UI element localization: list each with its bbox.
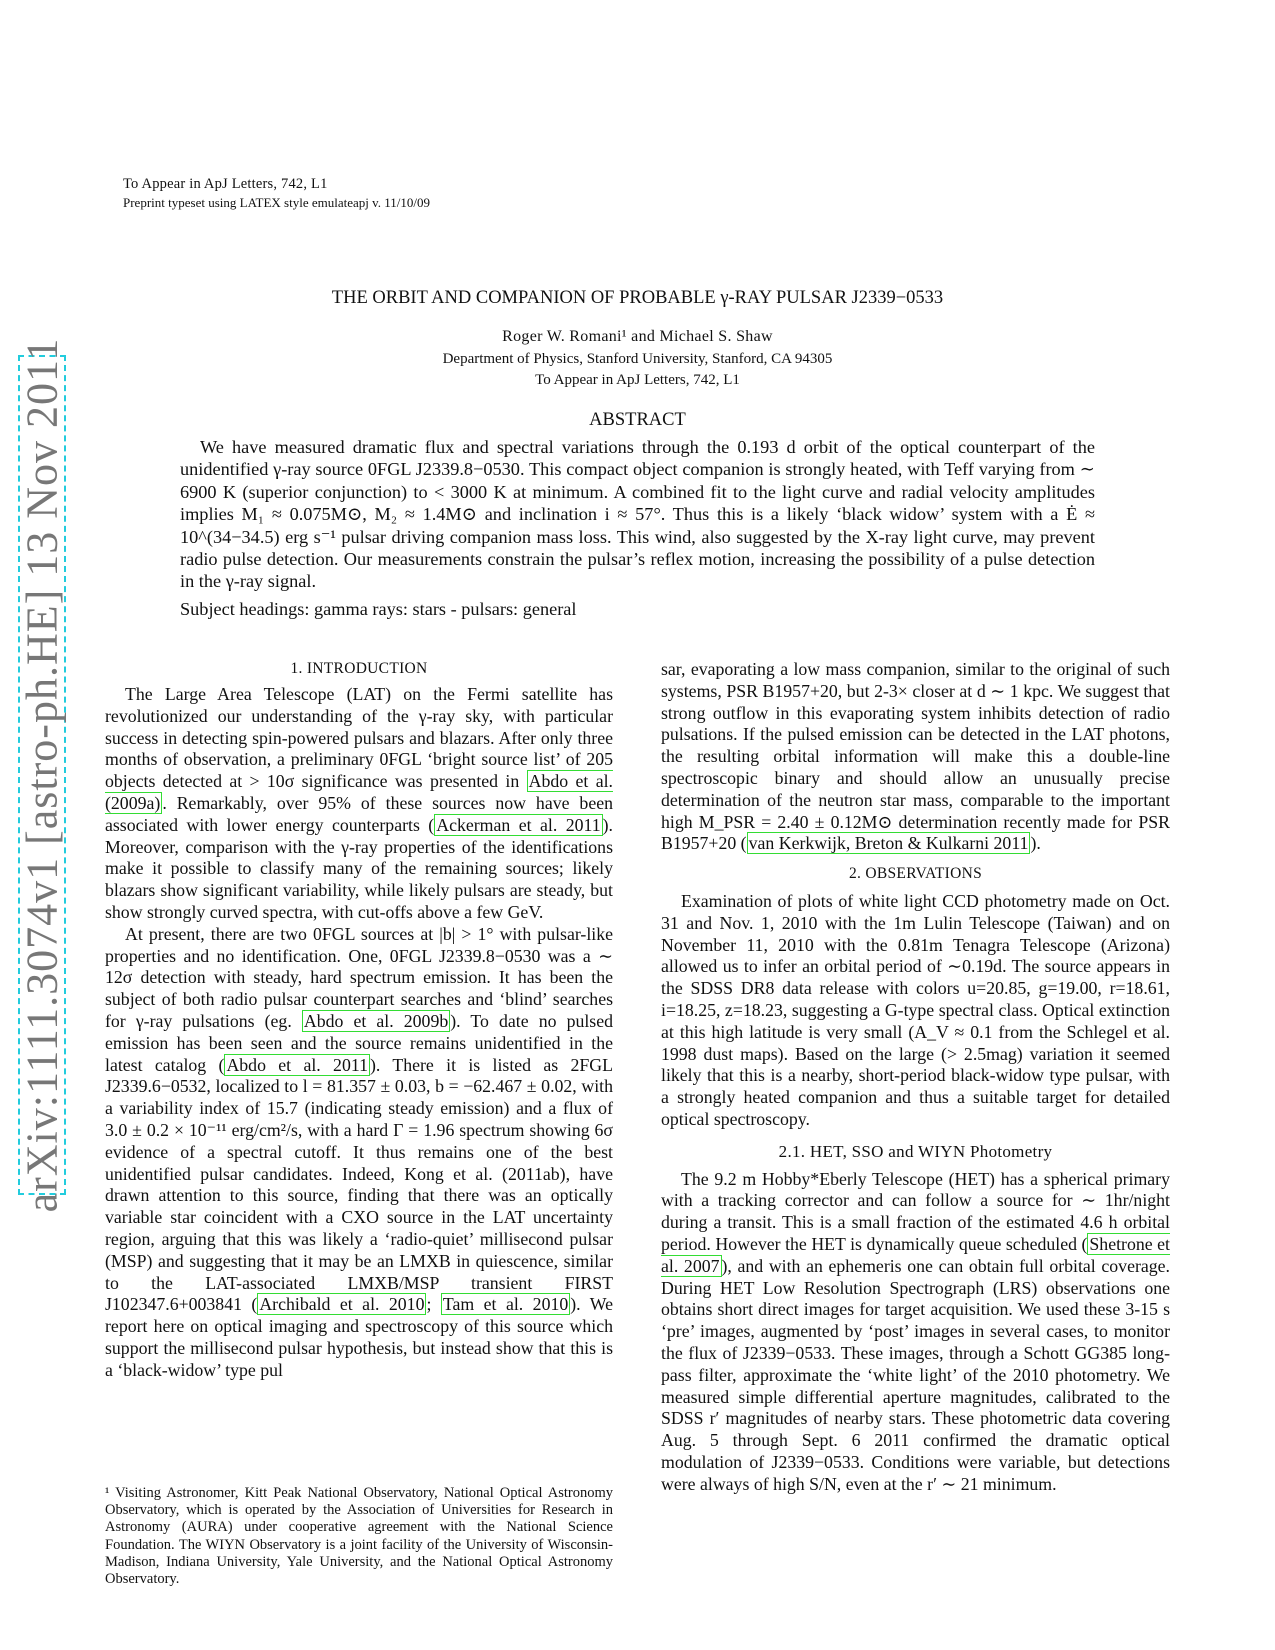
text-run: . Remarkably, over 95% of these sources now have been associated with lower energy counterparts (	[105, 792, 613, 835]
abstract-heading: ABSTRACT	[589, 410, 686, 430]
text-run: ). Moreover, comparison with the γ-ray properties of the identifications make it possible to classify many of the remaining sources; likely blazars show significant variability, while likely pulsars are steady, but show strongly curved spectra, with cut-offs above a few GeV.	[105, 814, 613, 922]
abstract-text: We have measured dramatic flux and spectral variations through the 0.193 d orbit of the optical counterpart of the unidentified γ-ray source 0FGL J2339.8−0530. This compact object companion is strongly heated, with Teff varying from ∼ 6900 K (superior conjunction) to < 3000 K at minimum. A combined fit to the light curve and radial velocity amplitudes implies M₁ ≈ 0.075M⊙, M₂ ≈ 1.4M⊙ and inclination i ≈ 57°. Thus this is a likely ‘black widow’ system with a Ė ≈ 10^(34−34.5) erg s⁻¹ pulsar driving companion mass loss. This wind, also suggested by the X-ray light curve, may prevent radio pulse detection. Our measurements constrain the pulsar’s reflex motion, increasing the possibility of a pulse detection in the γ-ray signal.	[180, 437, 1095, 592]
text-run: sar, evaporating a low mass companion, similar to the original of such systems, PSR B1957+20, but 2-3× closer at d ∼ 1 kpc. We suggest that strong outflow in this evaporating system inhibits detection of radio pulsations. If the pulsed emission can be detected in the LAT photons, the resulting orbital information will make this a double-line spectroscopic binary and should allow an unusually precise determination of the neutron star mass, comparable to the important high M_PSR = 2.40 ± 0.12M⊙ determination recently made for PSR B1957+20 (	[661, 659, 1170, 854]
footnote: ¹ Visiting Astronomer, Kitt Peak National Observatory, National Optical Astronomy Observatory, which is operated by the Association of Universities for Research in Astronomy (AURA) under cooperative agreement with the National Science Foundation. The WIYN Observatory is a joint facility of the University of Wisconsin-Madison, Indiana University, Yale University, and the National Optical Astronomy Observatory.	[105, 1485, 613, 1588]
arxiv-id-label: arXiv:1111.3074v1 [astro-ph.HE] 13 Nov 2011	[17, 337, 67, 1213]
subsection-heading-het: 2.1. HET, SSO and WIYN Photometry	[778, 1141, 1053, 1161]
text-run: ;	[426, 1294, 441, 1315]
text-run: At present, there are two 0FGL sources at |b| > 1° with pulsar-like properties and no identification. One, 0FGL J2339.8−0530 was a ∼ 12σ detection with steady, hard spectrum emission. It has been the subject of both radio pulsar counterpart searches and ‘blind’ searches for γ-ray pulsations (eg.	[105, 923, 613, 1031]
affiliation: Department of Physics, Stanford University, Stanford, CA 94305	[442, 351, 833, 367]
het-paragraph	[661, 1169, 1170, 1496]
citation-link[interactable]: Archibald et al. 2010	[259, 1294, 425, 1315]
section-heading-observations: 2. OBSERVATIONS	[848, 865, 983, 883]
author-list: Roger W. Romani¹ and Michael S. Shaw	[502, 328, 773, 345]
citation-link[interactable]: Shetrone et al. 2007	[661, 1233, 1170, 1276]
text-run: ). There it is listed as 2FGL J2339.6−0532, localized to l = 81.357 ± 0.03, b = −62.467 ± 0.02, with a variability index of 15.7 (indicating steady emission) and a flux of 3.0 ± 0.2 × 10⁻¹¹ erg/cm²/s, with a hard Γ = 1.96 spectrum showing 6σ evidence of a spectral cutoff. It thus remains one of the best unidentified pulsar candidates. Indeed, Kong et al. (2011ab), have drawn attention to this source, finding that there was an optically variable star coincident with a CXO source in the LAT uncertainty region, arguing that this was likely a ‘radio-quiet’ millisecond pulsar (MSP) and suggesting that it may be an LMXB in quiescence, similar to the LAT-associated LMXB/MSP transient FIRST J102347.6+003841 (	[105, 1054, 613, 1315]
intro-paragraph-1	[105, 684, 613, 924]
citation-link[interactable]: Ackerman et al. 2011	[436, 814, 601, 835]
preprint-note: Preprint typeset using LATEX style emulateapj v. 11/10/09	[123, 195, 431, 210]
citation-link[interactable]: Abdo et al. (2009a)	[105, 771, 613, 813]
observations-paragraph: Examination of plots of white light CCD photometry made on Oct. 31 and Nov. 1, 2010 with the 1m Lulin Telescope (Taiwan) and on November 11, 2010 with the 0.81m Tenagra Telescope (Arizona) allowed us to infer an orbital period of ∼0.19d. The source appears in the SDSS DR8 data release with colors u=20.85, g=19.00, r=18.61, i=18.25, z=18.23, suggesting a G-type spectral class. Optical extinction at this high latitude is very small (A_V ≈ 0.1 from the Schlegel et al. 1998 dust maps). Based on the large (> 2.5mag) variation it seemed likely that this is a nearby, short-period black-widow type pulsar, with a strongly heated companion and thus a suitable target for detailed optical spectroscopy.	[661, 890, 1170, 1129]
paper-title: THE ORBIT AND COMPANION OF PROBABLE γ-RAY PULSAR J2339−0533	[331, 288, 944, 308]
text-run: ), and with an ephemeris one can obtain full orbital coverage. During HET Low Resolution Spectrograph (LRS) observations one obtains short direct images for target acquisition. We used these 3-15 s ‘pre’ images, augmented by ‘post’ images in several cases, to monitor the flux of J2339−0533. These images, through a Schott GG385 long-pass filter, approximate the ‘white light’ of the 2010 photometry. We measured simple differential aperture magnitudes, calibrated to the SDSS r′ magnitudes of nearby stars. These photometric data covering Aug. 5 through Sept. 6 2011 confirmed the dramatic optical modulation of J2339−0533. Conditions were variable, but detections were always of high S/N, even at the r′ ∼ 21 minimum.	[661, 1255, 1170, 1494]
intro-paragraph-2	[105, 924, 613, 1382]
journal-header: To Appear in ApJ Letters, 742, L1	[123, 176, 328, 192]
text-run: The 9.2 m Hobby*Eberly Telescope (HET) has a spherical primary with a tracking corrector and can follow a source for ∼ 1hr/night during a transit. This is a small fraction of the estimated 4.6 h orbital period. However the HET is dynamically queue scheduled (	[661, 1168, 1170, 1254]
intro-paragraph-continued	[661, 659, 1170, 855]
text-run: ).	[1030, 833, 1041, 854]
text-run: The Large Area Telescope (LAT) on the Fermi satellite has revolutionized our understanding of the γ-ray sky, with particular success in detecting spin-powered pulsars and blazars. After only three months of observation, a preliminary 0FGL ‘bright source list’ of 205 objects detected at > 10σ significance was presented in	[105, 684, 613, 792]
appear-note: To Appear in ApJ Letters, 742, L1	[535, 372, 740, 388]
left-column	[105, 684, 613, 1382]
subject-headings: Subject headings: gamma rays: stars - pulsars: general	[180, 599, 577, 619]
citation-link[interactable]: van Kerkwijk, Breton & Kulkarni 2011	[748, 833, 1029, 854]
citation-link[interactable]: Tam et al. 2010	[442, 1294, 569, 1315]
text-run: ). We report here on optical imaging and spectroscopy of this source which support the millisecond pulsar hypothesis, but instead show that this is a ‘black-widow’ type pul	[105, 1294, 613, 1380]
arxiv-sidebar[interactable]	[17, 337, 67, 1213]
citation-link[interactable]: Abdo et al. 2011	[226, 1054, 368, 1075]
text-run: ). To date no pulsed emission has been seen and the source remains unidentified in the latest catalog (	[105, 1010, 613, 1075]
section-heading-introduction: 1. INTRODUCTION	[290, 660, 428, 677]
right-column	[661, 659, 1170, 1495]
citation-link[interactable]: Abdo et al. 2009b	[303, 1010, 449, 1031]
